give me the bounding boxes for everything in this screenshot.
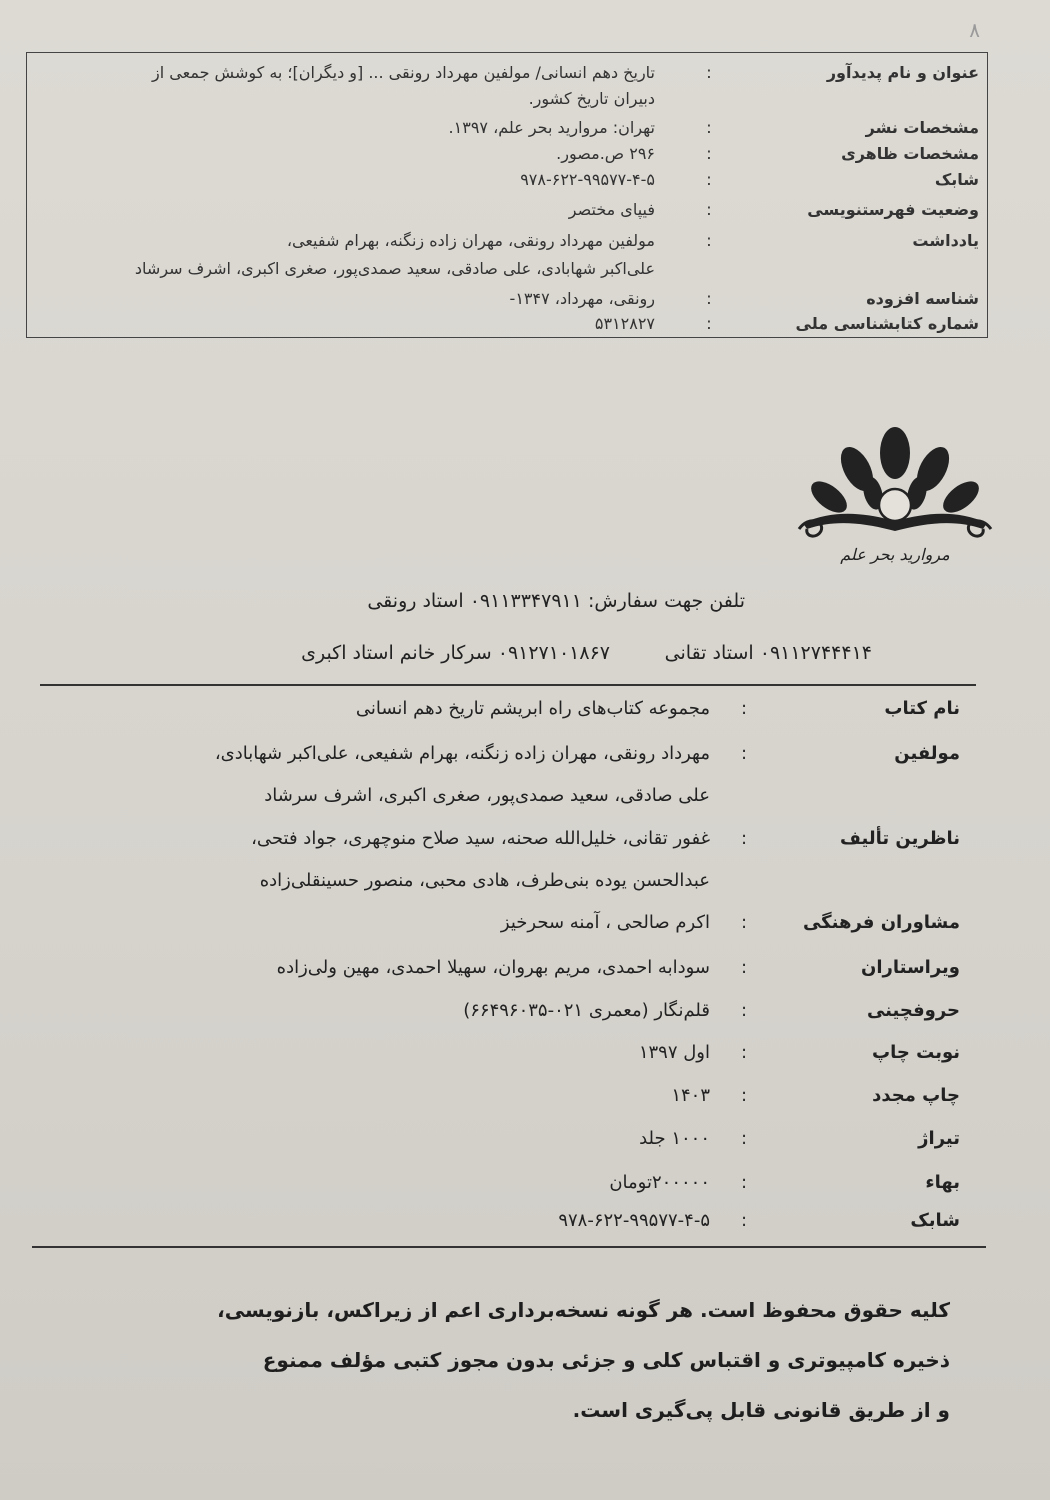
catalog-box [26,52,988,338]
colon: : [740,828,748,849]
info-label: ناظرین تألیف [840,828,960,849]
order-phone-line: تلفن جهت سفارش: ۰۹۱۱۳۳۴۷۹۱۱ استاد رونقی [367,590,745,612]
info-label: مولفین [894,743,960,764]
catalog-value: رونقی، مهرداد، ۱۳۴۷- [509,289,655,308]
catalog-label: شابک [934,170,979,189]
info-label: چاپ مجدد [872,1085,960,1106]
colon: : [740,698,748,719]
catalog-value: ۲۹۶ ص.مصور. [556,144,655,163]
info-label: شابک [910,1210,960,1231]
colon: : [706,170,712,189]
catalog-label: یادداشت [912,231,979,250]
catalog-label: عنوان و نام پدیدآور [826,63,979,82]
colon: : [706,289,712,308]
info-label: نوبت چاپ [872,1042,960,1063]
info-value: سودابه احمدی، مریم بهروان، سهیلا احمدی، مهین ولی‌زاده [276,957,710,978]
order-phone-line: ۰۹۱۲۷۱۰۱۸۶۷ سرکار خانم استاد اکبری [301,642,610,664]
colon: : [740,1085,748,1106]
colon: : [740,1042,748,1063]
info-value: ۲۰۰۰۰۰تومان [609,1172,710,1193]
colon: : [706,314,712,333]
divider-line [40,684,976,686]
info-value: مهرداد رونقی، مهران زاده زنگنه، بهرام شفیعی، علی‌اکبر شهابادی، [214,743,710,764]
copyright-line: ذخیره کامپیوتری و اقتباس کلی و جزئی بدون مجوز کتبی مؤلف ممنوع [262,1348,950,1372]
colon: : [706,144,712,163]
colon: : [706,231,712,250]
info-value: اکرم صالحی ، آمنه سحرخیز [500,912,710,933]
info-label: بهاء [925,1172,960,1193]
catalog-value: ۹۷۸-۶۲۲-۹۹۵۷۷-۴-۵ [520,170,655,189]
copyright-line: کلیه حقوق محفوظ است. هر گونه نسخه‌برداری اعم از زیراکس، بازنویسی، [217,1298,950,1322]
info-label: تیراژ [918,1128,960,1149]
catalog-value: تاریخ دهم انسانی/ مولفین مهرداد رونقی ... [و دیگران]؛ به کوشش جمعی از [152,63,655,82]
publisher-logo [795,425,995,585]
info-label: نام کتاب [884,698,960,719]
colon: : [740,1172,748,1193]
info-label: مشاوران فرهنگی [802,912,960,933]
info-label: ویراستاران [860,957,960,978]
info-value: عبدالحسن یوده بنی‌طرف، هادی محبی، منصور حسینقلی‌زاده [259,870,710,891]
catalog-value: مولفین مهرداد رونقی، مهران زاده زنگنه، بهرام شفیعی، [286,231,655,250]
info-value: غفور تقانی، خلیل‌الله صحنه، سید صلاح منوچهری، جواد فتحی، [251,828,710,849]
info-value: مجموعه کتاب‌های راه ابریشم تاریخ دهم انسانی [355,698,710,719]
catalog-value: علی‌اکبر شهابادی، علی صادقی، سعید صمدی‌پور، صغری اکبری، اشرف سرشاد [134,259,655,278]
info-value: ۱۰۰۰ جلد [639,1128,710,1149]
info-label: حروفچینی [866,1000,960,1021]
colon: : [706,63,712,82]
catalog-value: تهران: مروارید بحر علم، ۱۳۹۷. [448,118,655,137]
catalog-label: مشخصات ظاهری [841,144,979,163]
catalog-label: وضعیت فهرستنویسی [807,200,979,219]
colon: : [740,1128,748,1149]
info-value: اول ۱۳۹۷ [638,1042,710,1063]
colon: : [740,743,748,764]
catalog-label: مشخصات نشر [865,118,979,137]
catalog-value: ۵۳۱۲۸۲۷ [594,314,655,333]
catalog-label: شناسه افزوده [866,289,979,308]
info-value: علی صادقی، سعید صمدی‌پور، صغری اکبری، اشرف سرشاد [264,785,710,806]
catalog-value: دبیران تاریخ کشور. [528,89,655,108]
colon: : [706,118,712,137]
colon: : [740,912,748,933]
info-value: ۱۴۰۳ [671,1085,710,1106]
page-stamp: ۸ [969,18,980,42]
colon: : [706,200,712,219]
info-value: ۹۷۸-۶۲۲-۹۹۵۷۷-۴-۵ [558,1210,710,1231]
catalog-label: شماره کتابشناسی ملی [795,314,979,333]
divider-line [32,1246,986,1248]
colon: : [740,957,748,978]
colon: : [740,1000,748,1021]
colon: : [740,1210,748,1231]
order-phone-line: ۰۹۱۱۲۷۴۴۴۱۴ استاد تقانی [664,642,872,664]
catalog-value: فیپای مختصر [568,200,655,219]
logo-wordmark: مروارید بحر علم [840,545,950,564]
info-value: قلم‌نگار (معمری ۰۲۱-۶۶۴۹۶۰۳۵) [463,1000,710,1021]
copyright-line: و از طریق قانونی قابل پی‌گیری است. [572,1398,950,1422]
